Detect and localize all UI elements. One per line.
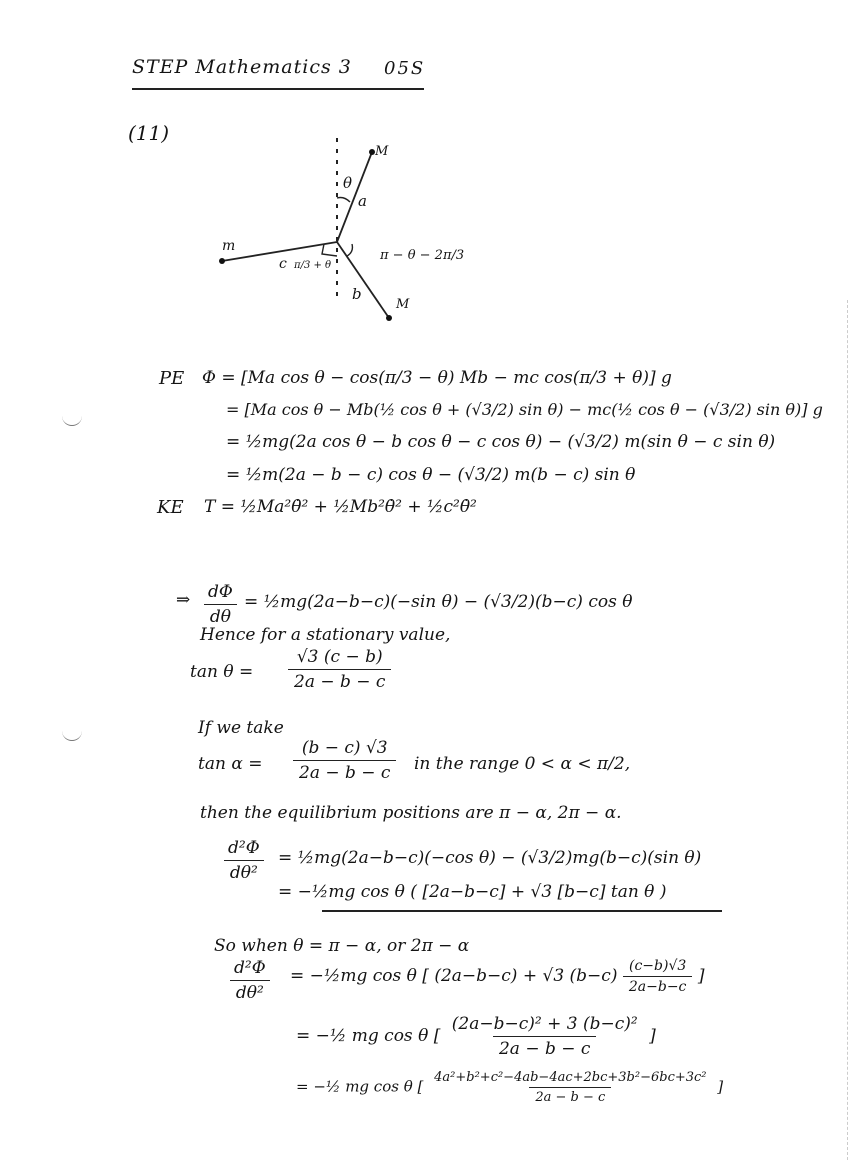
second-derivative-den: dθ² [224, 860, 264, 883]
eval-line-2-prefix: = −½ mg cos θ [ [296, 1026, 441, 1046]
if-we-take-text: If we take [198, 718, 284, 738]
tan-theta-frac [288, 647, 391, 692]
eval-line-2-suffix: ] [649, 1026, 656, 1046]
eval-line-1-prefix: = −½mg cos θ [ (2a−b−c) + √3 (b−c) [290, 966, 618, 986]
mass-bottom-point [386, 315, 392, 321]
angle-right-label: π − θ − 2π/3 [380, 248, 465, 263]
tan-theta-den: 2a − b − c [288, 669, 391, 692]
mass-bottom-label: M [396, 297, 410, 312]
eval-line-2 [296, 1014, 656, 1059]
tan-alpha-frac [293, 738, 396, 783]
eval-line-1-frac-num: (c−b)√3 [628, 958, 687, 974]
mass-top-label: M [375, 144, 389, 159]
second-derivative-lhs [222, 838, 266, 883]
ke-label: KE [157, 497, 184, 518]
eval-lhs-num: d²Φ [234, 958, 266, 978]
page-header-code: 05S [384, 58, 426, 79]
length-b-label: b [352, 285, 362, 303]
eval-line-3-num: 4a²+b²+c²−4ab−4ac+2bc+3b²−6bc+3c² [434, 1070, 707, 1085]
pe-line-1: Φ = [Ma cos θ − cos(π/3 − θ) Mb − mc cos(π/3 + θ)] g [202, 368, 672, 388]
tan-theta-num: √3 (c − b) [296, 647, 383, 667]
alpha-range-text: in the range 0 < α < π/2, [414, 754, 631, 774]
margin-punch-mark [62, 730, 82, 741]
eval-lhs [228, 958, 272, 1003]
first-derivative-rhs: = ½mg(2a−b−c)(−sin θ) − (√3/2)(b−c) cos θ [244, 592, 633, 612]
question-number: (11) [128, 121, 170, 145]
theta-arc [337, 198, 350, 203]
length-a-label: a [358, 192, 367, 210]
angle-theta-label: θ [343, 174, 353, 192]
second-derivative-line-1: = ½mg(2a−b−c)(−cos θ) − (√3/2)mg(b−c)(sin θ) [278, 848, 702, 868]
left-angle-mark [322, 244, 337, 256]
eval-line-3-suffix: ] [717, 1077, 724, 1096]
length-c-label: c [279, 256, 287, 272]
eval-line-1-frac-den: 2a−b−c [623, 976, 693, 995]
pe-line-3: = ½mg(2a cos θ − b cos θ − c cos θ) − (√3/2) m(sin θ − c sin θ) [226, 432, 776, 452]
tan-alpha-den: 2a − b − c [293, 760, 396, 783]
implies-arrow: ⇒ [176, 590, 191, 610]
mass-left-point [219, 258, 225, 264]
eval-line-2-num: (2a−b−c)² + 3 (b−c)² [451, 1014, 638, 1034]
right-angle-mark [347, 244, 352, 256]
tan-alpha-lhs: tan α = [198, 754, 263, 774]
page-edge-line [846, 300, 848, 1160]
first-derivative-lhs [202, 582, 239, 627]
pe-line-2: = [Ma cos θ − Mb(½ cos θ + (√3/2) sin θ) − mc(½ cos θ − (√3/2) sin θ)] g [226, 400, 823, 419]
tan-theta-lhs: tan θ = [190, 662, 254, 682]
eval-line-1-suffix: ] [697, 966, 705, 986]
hence-text: Hence for a stationary value, [200, 625, 451, 645]
first-derivative-num: dΦ [208, 582, 233, 602]
angle-left-label: π/3 + θ [294, 260, 332, 271]
so-when-text: So when θ = π − α, or 2π − α [214, 936, 470, 956]
second-derivative-line-2: = −½mg cos θ ( [2a−b−c] + √3 [b−c] tan θ ) [278, 882, 667, 902]
eval-line-3-prefix: = −½ mg cos θ [ [296, 1077, 424, 1096]
eval-lhs-den: dθ² [230, 980, 270, 1003]
eval-line-1 [290, 958, 704, 995]
equilibrium-positions-text: then the equilibrium positions are π − α, 2π − α. [200, 803, 622, 823]
rod-diagram [200, 130, 460, 330]
mass-left-label: m [222, 238, 236, 254]
second-derivative-underline [322, 910, 722, 912]
first-derivative-den: dθ [204, 604, 237, 627]
page-header-title: STEP Mathematics 3 [132, 56, 352, 78]
pe-line-4: = ½m(2a − b − c) cos θ − (√3/2) m(b − c) sin θ [226, 465, 636, 485]
eval-line-3 [296, 1070, 723, 1105]
header-rule [132, 88, 424, 90]
tan-alpha-num: (b − c) √3 [301, 738, 388, 758]
margin-punch-mark [62, 415, 82, 426]
pe-label: PE [159, 368, 185, 389]
ke-line-1: T = ½Ma²θ̇² + ½Mb²θ̇² + ½c²θ̇² [204, 497, 477, 517]
eval-line-2-den: 2a − b − c [493, 1036, 596, 1059]
eval-line-3-den: 2a − b − c [529, 1087, 611, 1105]
second-derivative-num: d²Φ [228, 838, 260, 858]
